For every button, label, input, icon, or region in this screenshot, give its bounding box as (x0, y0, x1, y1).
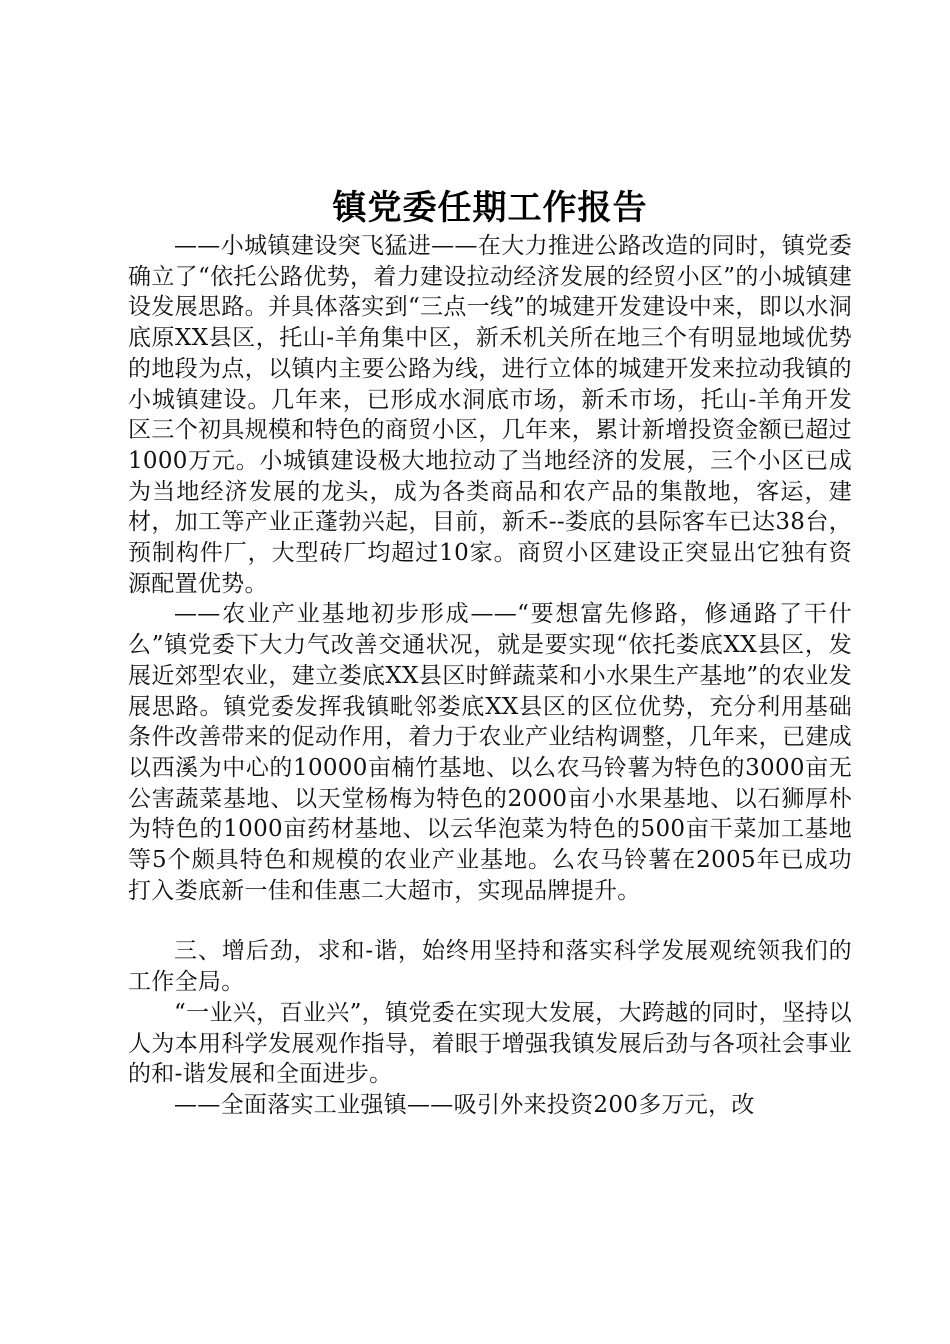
paragraph-gap (128, 906, 852, 936)
paragraph-agriculture-base: ——农业产业基地初步形成——“要想富先修路，修通路了干什么”镇党委下大力气改善交通状况，就是要实现“依托娄底XX县区，发展近郊型农业，建立娄底XX县区时鲜蔬菜和小水果生产基地”的农业发展思路。镇党委发挥我镇毗邻娄底XX县区的区位优势，充分利用基础条件改善带来的促动作用，着力于农业产业结构调整，几年来，已建成以西溪为中心的10000亩楠竹基地、以么农马铃薯为特色的3000亩无公害蔬菜基地、以天堂杨梅为特色的2000亩小水果基地、以石狮厚朴为特色的1000亩药材基地、以云华泡菜为特色的500亩干菜加工基地等5个颇具特色和规模的农业产业基地。么农马铃薯在2005年已成功打入娄底新一佳和佳惠二大超市，实现品牌提升。 (128, 601, 852, 904)
paragraph-section-three-heading: 三、增后劲，求和-谐，始终用坚持和落实科学发展观统领我们的工作全局。 (128, 938, 852, 996)
document-page (128, 185, 852, 1121)
document-title: 镇党委任期工作报告 (332, 188, 648, 228)
paragraph-industry: ——全面落实工业强镇——吸引外来投资200多万元，改 (174, 1091, 755, 1118)
paragraph-town-construction: ——小城镇建设突飞猛进——在大力推进公路改造的同时，镇党委确立了“依托公路优势，着力建设拉动经济发展的经贸小区”的小城镇建设发展思路。并具体落实到“三点一线”的城建开发建设中来，即以水洞底原XX县区，托山-羊角集中区，新禾机关所在地三个有明显地域优势的地段为点，以镇内主要公路为线，进行立体的城建开发来拉动我镇的小城镇建设。几年来，已形成水洞底市场，新禾市场，托山-羊角开发区三个初具规模和特色的商贸小区，几年来，累计新增投资金额已超过1000万元。小城镇建设极大地拉动了当地经济的发展，三个小区已成为当地经济发展的龙头，成为各类商品和农产品的集散地，客运，建材，加工等产业正蓬勃兴起，目前，新禾--娄底的县际客车已达38台，预制构件厂，大型砖厂均超过10家。商贸小区建设正突显出它独有资源配置优势。 (128, 233, 852, 597)
paragraph-harmonious-development: “一业兴，百业兴”，镇党委在实现大发展，大跨越的同时，坚持以人为本用科学发展观作指导，着眼于增强我镇发展后劲与各项社会事业的和-谐发展和全面进步。 (128, 999, 852, 1088)
